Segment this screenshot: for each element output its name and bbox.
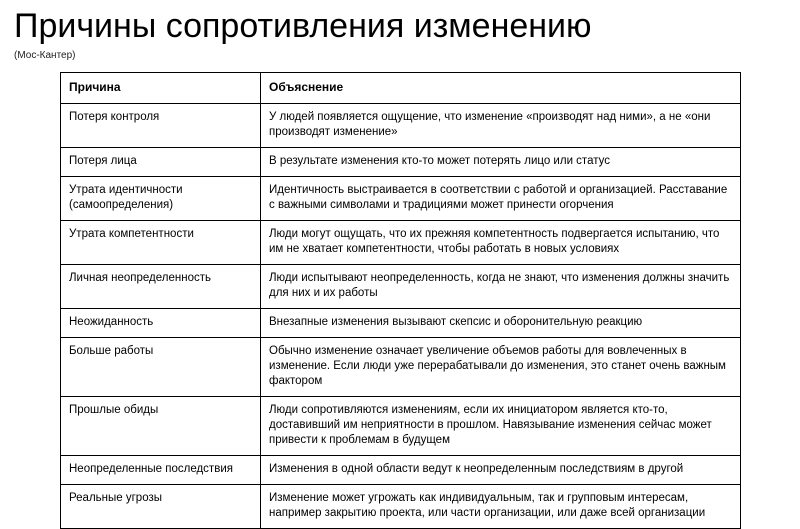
cell-reason: Утрата идентичности (самоопределения) (61, 177, 261, 221)
cell-reason: Неожиданность (61, 309, 261, 338)
column-header-explanation: Объяснение (261, 73, 741, 104)
column-header-reason: Причина (61, 73, 261, 104)
cell-reason: Больше работы (61, 338, 261, 397)
table-row (61, 338, 741, 397)
cell-reason: Реальные угрозы (61, 485, 261, 529)
reasons-table (60, 72, 741, 529)
cell-reason: Личная неопределенность (61, 265, 261, 309)
table-row (61, 265, 741, 309)
cell-explanation: У людей появляется ощущение, что изменение «производят над ними», а не «они производят изменение» (261, 104, 741, 148)
cell-explanation: Люди испытывают неопределенность, когда не знают, что изменения должны значить для них и их работы (261, 265, 741, 309)
table-header-row (61, 73, 741, 104)
cell-reason: Утрата компетентности (61, 221, 261, 265)
table-row (61, 148, 741, 177)
cell-explanation: Внезапные изменения вызывают скепсис и оборонительную реакцию (261, 309, 741, 338)
cell-explanation: Изменение может угрожать как индивидуальным, так и групповым интересам, например закрытию проекта, или части организации, или даже всей организации (261, 485, 741, 529)
cell-explanation: В результате изменения кто-то может потерять лицо или статус (261, 148, 741, 177)
cell-reason: Неопределенные последствия (61, 456, 261, 485)
cell-reason: Потеря контроля (61, 104, 261, 148)
table-body (61, 104, 741, 529)
page-title: Причины сопротивления изменению (14, 7, 592, 45)
cell-explanation: Идентичность выстраивается в соответствии с работой и организацией. Расставание с важными символами и традициями может принести огорчения (261, 177, 741, 221)
reasons-table-container (60, 72, 740, 519)
cell-reason: Прошлые обиды (61, 397, 261, 456)
table-row (61, 456, 741, 485)
cell-explanation: Изменения в одной области ведут к неопределенным последствиям в другой (261, 456, 741, 485)
cell-explanation: Люди сопротивляются изменениям, если их инициатором является кто-то, доставивший им неприятности в прошлом. Навязывание изменения сейчас может привести к проблемам в будущем (261, 397, 741, 456)
cell-explanation: Обычно изменение означает увеличение объемов работы для вовлеченных в изменение. Если люди уже перерабатывали до изменения, это станет очень важным фактором (261, 338, 741, 397)
cell-explanation: Люди могут ощущать, что их прежняя компетентность подвергается испытанию, что им не хватает компетентности, чтобы работать в новых условиях (261, 221, 741, 265)
cell-reason: Потеря лица (61, 148, 261, 177)
table-row (61, 221, 741, 265)
table-row (61, 177, 741, 221)
source-note: (Мос-Кантер) (14, 50, 76, 61)
table-header (61, 73, 741, 104)
table-row (61, 104, 741, 148)
table-row (61, 397, 741, 456)
table-row (61, 485, 741, 529)
table-row (61, 309, 741, 338)
